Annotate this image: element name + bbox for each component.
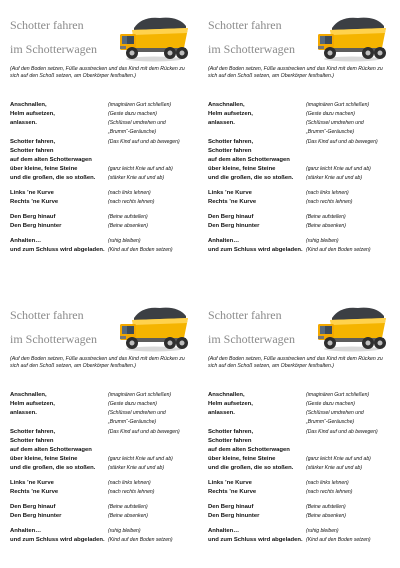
poem-line-instruction: (ruhig bleiben) (306, 528, 339, 534)
poem-line (10, 120, 196, 129)
poem-line-text: auf dem alten Schotterwagen (10, 157, 92, 163)
poem-line-text: Helm aufsetzen, (10, 401, 55, 407)
poem-line-instruction: (nach rechts lehnen) (108, 489, 155, 495)
poem-line (10, 419, 196, 428)
poem-line (10, 102, 196, 111)
poem-line-instruction: (Beine absenken) (306, 513, 346, 519)
poem-line-text: Schotter fahren (208, 438, 252, 444)
poem-line-text: Schotter fahren, (10, 139, 56, 145)
poem-line (208, 157, 394, 166)
poem-line-text: anlassen. (10, 120, 37, 126)
poem-line (208, 429, 394, 438)
poem-line (208, 410, 394, 419)
poem-line (10, 223, 196, 232)
poem-line-text: Den Berg hinunter (208, 223, 260, 229)
poem-line-text: Den Berg hinauf (10, 214, 56, 220)
poem-line-text: auf dem alten Schotterwagen (208, 157, 290, 163)
poem-line (208, 148, 394, 157)
poem-line-text: und zum Schluss wird abgeladen. (208, 537, 303, 543)
poem-line-text: Links ’ne Kurve (10, 480, 54, 486)
poem-title-line1: Schotter fahren (10, 18, 84, 32)
poem-line-instruction: (nach rechts lehnen) (306, 199, 353, 205)
poem-line (10, 447, 196, 456)
poem-line-text: und die großen, die so stoßen. (208, 465, 294, 471)
poem-line (208, 175, 394, 184)
poem-line (10, 157, 196, 166)
poem-line-text: Den Berg hinauf (10, 504, 56, 510)
poem-line-text: auf dem alten Schotterwagen (208, 447, 290, 453)
poem-line-instruction: (stärker Knie auf und ab) (108, 465, 165, 471)
poem-line-text: Links ’ne Kurve (208, 190, 252, 196)
poem-card (206, 8, 396, 282)
poem-line-instruction: (ruhig bleiben) (306, 238, 339, 244)
poem-line (208, 438, 394, 447)
poem-line-instruction: (Das Kind auf und ab bewegen) (108, 139, 180, 145)
poem-line-instruction: (stärker Knie auf und ab) (306, 175, 363, 181)
poem-line-instruction: (Schlüssel umdrehen und (108, 120, 166, 126)
poem-line-instruction: (nach links lehnen) (108, 190, 151, 196)
poem-intro: (Auf den Boden setzen, Füße ausstrecken und das Kind mit dem Rücken zu sich auf den Schoß setzen, am Oberkörper festhalten.) (10, 66, 185, 79)
poem-intro: (Auf den Boden setzen, Füße ausstrecken und das Kind mit dem Rücken zu sich auf den Schoß setzen, am Oberkörper festhalten.) (10, 356, 185, 369)
poem-line-text: Anhalten… (10, 238, 42, 244)
poem-line-text: Helm aufsetzen, (10, 111, 55, 117)
poem-line (208, 120, 394, 129)
poem-line (208, 537, 394, 546)
poem-line-instruction: (ganz leicht Knie auf und ab) (306, 166, 371, 172)
poem-line-text: und die großen, die so stoßen. (208, 175, 294, 181)
poem-line-instruction: (Schlüssel umdrehen und (306, 120, 364, 126)
poem-line-instruction: (imaginären Gurt schließen) (306, 392, 370, 398)
poem-title-line2: im Schotterwagen (208, 332, 295, 346)
poem-line (208, 401, 394, 410)
poem-line-instruction: (imaginären Gurt schließen) (108, 392, 172, 398)
dump-truck-icon (120, 12, 192, 62)
poem-line-text: Schotter fahren, (208, 429, 254, 435)
dump-truck-icon (318, 302, 390, 352)
poem-line-text: Rechts ’ne Kurve (208, 199, 257, 205)
poem-line (208, 139, 394, 148)
poem-line-text: Schotter fahren (10, 438, 54, 444)
poem-line-instruction: (ruhig bleiben) (108, 528, 141, 534)
poem-line-text: Anschnallen, (208, 392, 245, 398)
poem-line (208, 102, 394, 111)
poem-line-text: Schotter fahren (10, 148, 54, 154)
poem-line-instruction: (ruhig bleiben) (108, 238, 141, 244)
poem-line-text: und die großen, die so stoßen. (10, 465, 96, 471)
poem-line (208, 238, 394, 247)
poem-line-text: und die großen, die so stoßen. (10, 175, 96, 181)
poem-line (10, 175, 196, 184)
poem-title-line2: im Schotterwagen (10, 42, 97, 56)
poem-line-text: Links ’ne Kurve (208, 480, 252, 486)
poem-intro: (Auf den Boden setzen, Füße ausstrecken und das Kind mit dem Rücken zu sich auf den Schoß setzen, am Oberkörper festhalten.) (208, 66, 383, 79)
poem-line (10, 148, 196, 157)
poem-line-text: Den Berg hinunter (10, 513, 62, 519)
poem-line-text: Anhalten… (208, 528, 240, 534)
poem-line (10, 214, 196, 223)
poem-line-text: über kleine, feine Steine (208, 456, 276, 462)
poem-line-text: Rechts ’ne Kurve (208, 489, 257, 495)
poem-line (208, 528, 394, 537)
poem-line (10, 438, 196, 447)
poem-line (208, 214, 394, 223)
poem-title-line2: im Schotterwagen (208, 42, 295, 56)
poem-line (208, 223, 394, 232)
poem-intro: (Auf den Boden setzen, Füße ausstrecken und das Kind mit dem Rücken zu sich auf den Schoß setzen, am Oberkörper festhalten.) (208, 356, 383, 369)
poem-line-text: und zum Schluss wird abgeladen. (208, 247, 303, 253)
poem-line-text: Anhalten… (10, 528, 42, 534)
poem-line (10, 139, 196, 148)
poem-line-instruction: (stärker Knie auf und ab) (306, 465, 363, 471)
poem-line (10, 190, 196, 199)
poem-line (10, 429, 196, 438)
poem-line-text: anlassen. (208, 410, 235, 416)
poem-line-instruction: (Beine absenken) (108, 223, 148, 229)
poem-title-line1: Schotter fahren (208, 18, 282, 32)
poem-line-text: über kleine, feine Steine (10, 456, 78, 462)
poem-line-instruction: (Beine aufstellen) (108, 504, 148, 510)
poem-line-instruction: (Schlüssel umdrehen und (108, 410, 166, 416)
poem-line (10, 238, 196, 247)
poem-line-instruction: „Brumm“-Geräusche) (306, 129, 355, 135)
poem-line (10, 199, 196, 208)
dump-truck-icon (318, 12, 390, 62)
poem-line-text: Helm aufsetzen, (208, 111, 253, 117)
poem-line-instruction: (Schlüssel umdrehen und (306, 410, 364, 416)
poem-line-instruction: (Kind auf den Boden setzen) (306, 247, 371, 253)
poem-line (10, 480, 196, 489)
poem-line (208, 166, 394, 175)
poem-line (10, 166, 196, 175)
poem-line-text: Rechts ’ne Kurve (10, 489, 59, 495)
poem-line-instruction: (Kind auf den Boden setzen) (108, 247, 173, 253)
poem-line-instruction: (Kind auf den Boden setzen) (108, 537, 173, 543)
poem-line-text: Schotter fahren, (208, 139, 254, 145)
poem-line (208, 129, 394, 138)
poem-line-instruction: (Geste dazu machen) (306, 111, 355, 117)
poem-line (208, 247, 394, 256)
poem-line-instruction: (nach rechts lehnen) (306, 489, 353, 495)
poem-line (10, 111, 196, 120)
poem-line (10, 465, 196, 474)
poem-title-line1: Schotter fahren (10, 308, 84, 322)
poem-line (208, 419, 394, 428)
poem-line-text: Den Berg hinunter (208, 513, 260, 519)
poem-line-instruction: (nach links lehnen) (306, 480, 349, 486)
poem-line (208, 190, 394, 199)
poem-line-instruction: (nach rechts lehnen) (108, 199, 155, 205)
dump-truck-icon (120, 302, 192, 352)
poem-line-instruction: „Brumm“-Geräusche) (108, 419, 157, 425)
poem-line-instruction: (stärker Knie auf und ab) (108, 175, 165, 181)
poem-line (10, 513, 196, 522)
poem-line (10, 456, 196, 465)
poem-line-instruction: (Geste dazu machen) (108, 401, 157, 407)
poem-line-instruction: (Beine aufstellen) (306, 504, 346, 510)
poem-line (208, 489, 394, 498)
poem-line (10, 247, 196, 256)
poem-line-instruction: (ganz leicht Knie auf und ab) (108, 456, 173, 462)
poem-line (10, 129, 196, 138)
poem-line-instruction: (nach links lehnen) (306, 190, 349, 196)
poem-line-text: und zum Schluss wird abgeladen. (10, 537, 105, 543)
poem-line-text: Schotter fahren (208, 148, 252, 154)
poem-line-text: auf dem alten Schotterwagen (10, 447, 92, 453)
poem-line-text: Den Berg hinauf (208, 504, 254, 510)
poem-line (10, 401, 196, 410)
poem-line-text: Anschnallen, (208, 102, 245, 108)
poem-line (208, 456, 394, 465)
poem-line (208, 199, 394, 208)
poem-line-instruction: (Das Kind auf und ab bewegen) (306, 429, 378, 435)
poem-line (208, 111, 394, 120)
poem-line-text: Schotter fahren, (10, 429, 56, 435)
poem-card (206, 298, 396, 568)
poem-line-text: und zum Schluss wird abgeladen. (10, 247, 105, 253)
poem-line-text: anlassen. (10, 410, 37, 416)
poem-line-text: Den Berg hinunter (10, 223, 62, 229)
poem-line (10, 528, 196, 537)
poem-line (208, 480, 394, 489)
poem-line-text: Helm aufsetzen, (208, 401, 253, 407)
poem-line (208, 513, 394, 522)
poem-card (8, 298, 198, 568)
poem-line-instruction: (Geste dazu machen) (306, 401, 355, 407)
poem-line-instruction: (Das Kind auf und ab bewegen) (108, 429, 180, 435)
poem-line-instruction: (Beine aufstellen) (306, 214, 346, 220)
poem-line-text: über kleine, feine Steine (10, 166, 78, 172)
poem-line-instruction: (Das Kind auf und ab bewegen) (306, 139, 378, 145)
poem-card (8, 8, 198, 282)
poem-line (10, 504, 196, 513)
poem-line-text: Anhalten… (208, 238, 240, 244)
poem-line (208, 504, 394, 513)
poem-line (208, 465, 394, 474)
poem-line-instruction: (nach links lehnen) (108, 480, 151, 486)
poem-line-text: Links ’ne Kurve (10, 190, 54, 196)
poem-line-text: anlassen. (208, 120, 235, 126)
poem-line (10, 392, 196, 401)
poem-line (208, 392, 394, 401)
poem-line-text: Rechts ’ne Kurve (10, 199, 59, 205)
poem-line-instruction: (imaginären Gurt schließen) (306, 102, 370, 108)
poem-line-text: Anschnallen, (10, 102, 47, 108)
poem-title-line2: im Schotterwagen (10, 332, 97, 346)
poem-line-instruction: (imaginären Gurt schließen) (108, 102, 172, 108)
poem-line-instruction: (Geste dazu machen) (108, 111, 157, 117)
poem-line (10, 489, 196, 498)
poem-line-instruction: „Brumm“-Geräusche) (108, 129, 157, 135)
poem-line-instruction: (ganz leicht Knie auf und ab) (108, 166, 173, 172)
poem-line-text: Anschnallen, (10, 392, 47, 398)
poem-line-instruction: (ganz leicht Knie auf und ab) (306, 456, 371, 462)
poem-line-instruction: (Beine aufstellen) (108, 214, 148, 220)
poem-line-text: über kleine, feine Steine (208, 166, 276, 172)
poem-line-instruction: (Kind auf den Boden setzen) (306, 537, 371, 543)
poem-line (208, 447, 394, 456)
poem-line-instruction: „Brumm“-Geräusche) (306, 419, 355, 425)
poem-line (10, 537, 196, 546)
poem-line (10, 410, 196, 419)
poem-line-instruction: (Beine absenken) (306, 223, 346, 229)
poem-title-line1: Schotter fahren (208, 308, 282, 322)
poem-line-instruction: (Beine absenken) (108, 513, 148, 519)
poem-line-text: Den Berg hinauf (208, 214, 254, 220)
